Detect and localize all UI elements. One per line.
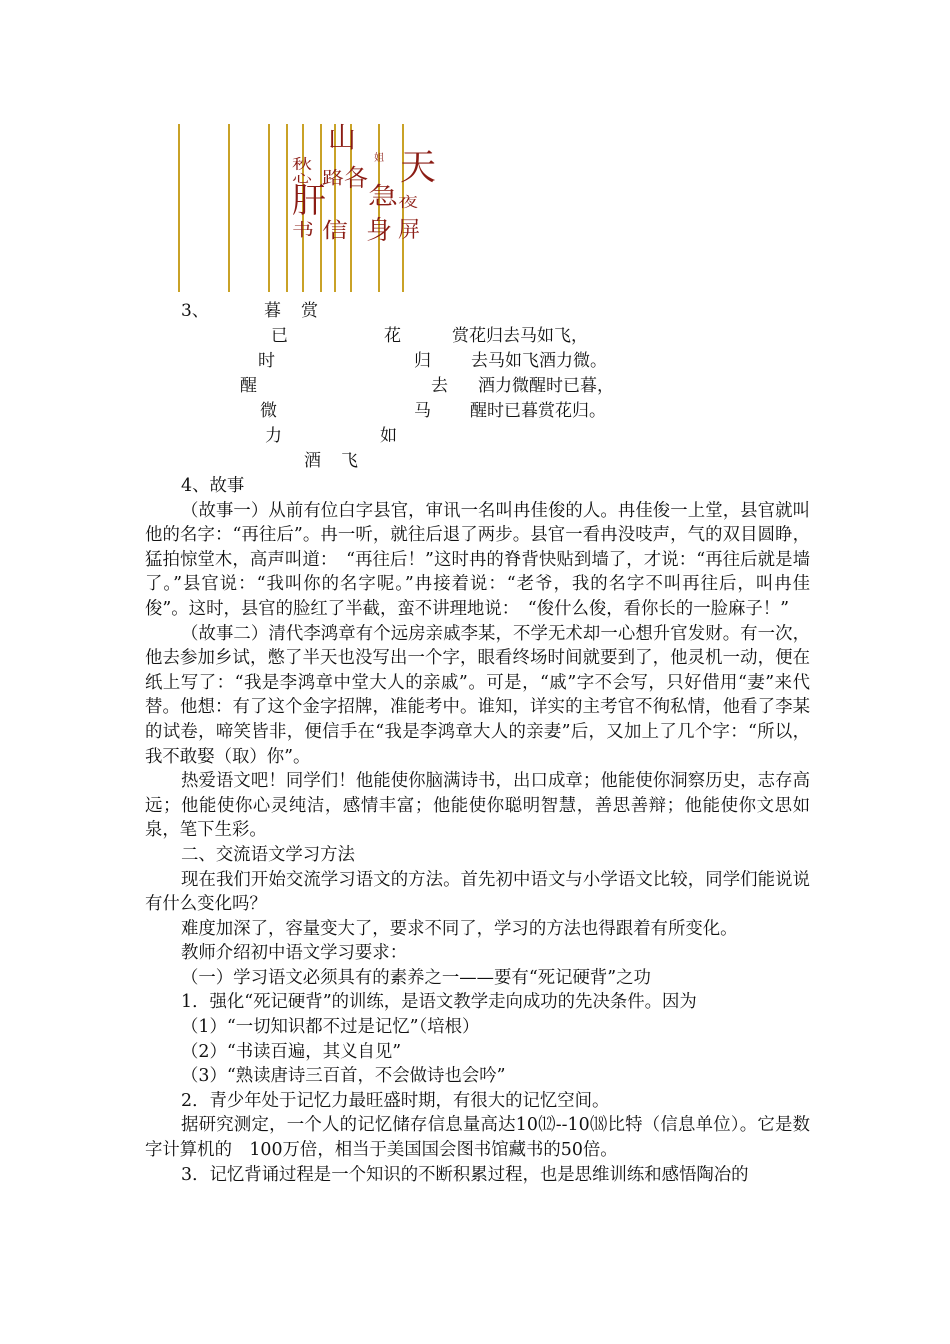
story-heading: 4、故事 <box>181 476 245 496</box>
closing-paragraph: 热爱语文吧！同学们！他能使你脑满诗书，出口成章；他能使你洞察历史，志存高远；他能使你心灵纯洁，感情丰富；他能使你聪明智慧，善思善辩；他能使你文思如泉，笔下生彩。 <box>145 771 810 841</box>
list-item: （1）“一切知识都不过是记忆”（培根） <box>181 1017 480 1038</box>
requirement-heading: （一）学习语文必须具有的素养之一——要有“死记硬背”之功 <box>181 967 651 988</box>
riddle-char: 心 <box>292 171 312 185</box>
poem-char: 已 <box>271 326 288 346</box>
riddle-char: 肝 <box>292 181 326 221</box>
poem-char: 飞 <box>341 451 358 471</box>
poem-char: 马 <box>414 401 431 421</box>
poem-char: 酒 <box>304 451 321 471</box>
poem-heading: 3、 <box>181 301 209 321</box>
divider-line <box>228 124 230 292</box>
riddle-char: 夜 <box>398 193 418 211</box>
list-item: 1．强化“死记硬背”的训练，是语文教学走向成功的先决条件。因为 <box>181 992 697 1013</box>
poem-char: 归 <box>414 351 431 371</box>
poem-char: 暮 <box>264 301 281 321</box>
poem-char: 花 <box>384 326 401 346</box>
riddle-char: 天 <box>400 147 437 188</box>
story-two: （故事二）清代李鸿章有个远房亲戚李某，不学无术却一心想升官发财。有一次，他去参加乡试，憋了半天也没写出一个字，眼看终场时间就要到了，他灵机一动，便在纸上写了：“我是李鸿章中堂大人的亲戚”。可是，“戚”字不会写，只好借用“妻”来代替。他想：有了这个金字招牌，准能考中。谁知，详实的主考官不徇私情，他看了李某的试卷，啼笑皆非，便信手在“我是李鸿章大人的亲妻”后，又加上了几个字：“所以，我不敢娶（取）你”。 <box>145 623 810 767</box>
riddle-char: 山 <box>328 121 357 154</box>
story-one: （故事一）从前有位白字县官，审讯一名叫冉佳俊的人。冉佳俊一上堂，县官就叫他的名字：“再往后”。冉一听，就往后退了两步。县官一看冉没吱声，气的双目圆睁，猛拍惊堂木，高声叫道： “再往后！”这时冉的脊背快贴到墙了，才说：“再往后就是墙了。”县官说：“我叫你的名字呢。”冉接着说：“老爷，我的名字不叫再往后，叫冉佳俊”。这时，县官的脸红了半截，蛮不讲理地说： “俊什么俊，看你长的一脸麻子！” <box>145 500 810 619</box>
riddle-char: 屏 <box>398 218 421 243</box>
riddle-char: 路 <box>322 168 345 189</box>
poem-char: 如 <box>380 426 397 446</box>
poem-char: 时 <box>258 351 275 371</box>
poem-char: 力 <box>265 426 282 446</box>
list-item: （3）“熟读唐诗三百首，不会做诗也会吟” <box>181 1066 506 1087</box>
body-text <box>145 474 810 1187</box>
poem-line: 醒时已暮赏花归。 <box>470 401 606 421</box>
paragraph: 据研究测定，一个人的记忆储存信息量高达10⑿--10⒅比特（信息单位）。它是数字计算机的 100万倍，相当于美国国会图书馆藏书的50倍。 <box>145 1115 810 1161</box>
paragraph: 现在我们开始交流学习语文的方法。首先初中语文与小学语文比较，同学们能说说有什么变化吗？ <box>145 869 810 915</box>
riddle-char: 各 <box>344 164 368 192</box>
poem-line: 酒力微醒时已暮， <box>478 376 614 396</box>
riddle-char: 急 <box>368 182 398 211</box>
riddle-char: 信 <box>322 219 349 243</box>
list-item: （2）“书读百遍，其义自见” <box>181 1041 402 1062</box>
riddle-char: 书 <box>292 220 315 241</box>
poem-line: 赏花归去马如飞， <box>452 326 588 346</box>
divider-line <box>178 124 180 292</box>
list-item: 2．青少年处于记忆力最旺盛时期，有很大的记忆空间。 <box>181 1090 610 1111</box>
paragraph: 难度加深了，容量变大了，要求不同了，学习的方法也得跟着有所变化。 <box>181 918 738 939</box>
section-heading: 二、交流语文学习方法 <box>181 844 355 865</box>
paragraph: 教师介绍初中语文学习要求： <box>181 943 408 964</box>
poem-line: 去马如飞酒力微。 <box>471 351 607 371</box>
divider-line <box>268 124 270 292</box>
riddle-char: 秋 <box>292 155 312 173</box>
poem-char: 赏 <box>301 301 318 321</box>
poem-char: 醒 <box>240 376 257 396</box>
riddle-char: 身 <box>366 216 393 246</box>
riddle-image <box>172 121 437 292</box>
poem-char: 微 <box>260 401 277 421</box>
list-item: 3．记忆背诵过程是一个知识的不断积累过程，也是思维训练和感悟陶冶的 <box>181 1164 749 1185</box>
poem-char: 去 <box>431 376 448 396</box>
divider-line <box>286 124 288 292</box>
riddle-char: 姐 <box>374 153 384 164</box>
